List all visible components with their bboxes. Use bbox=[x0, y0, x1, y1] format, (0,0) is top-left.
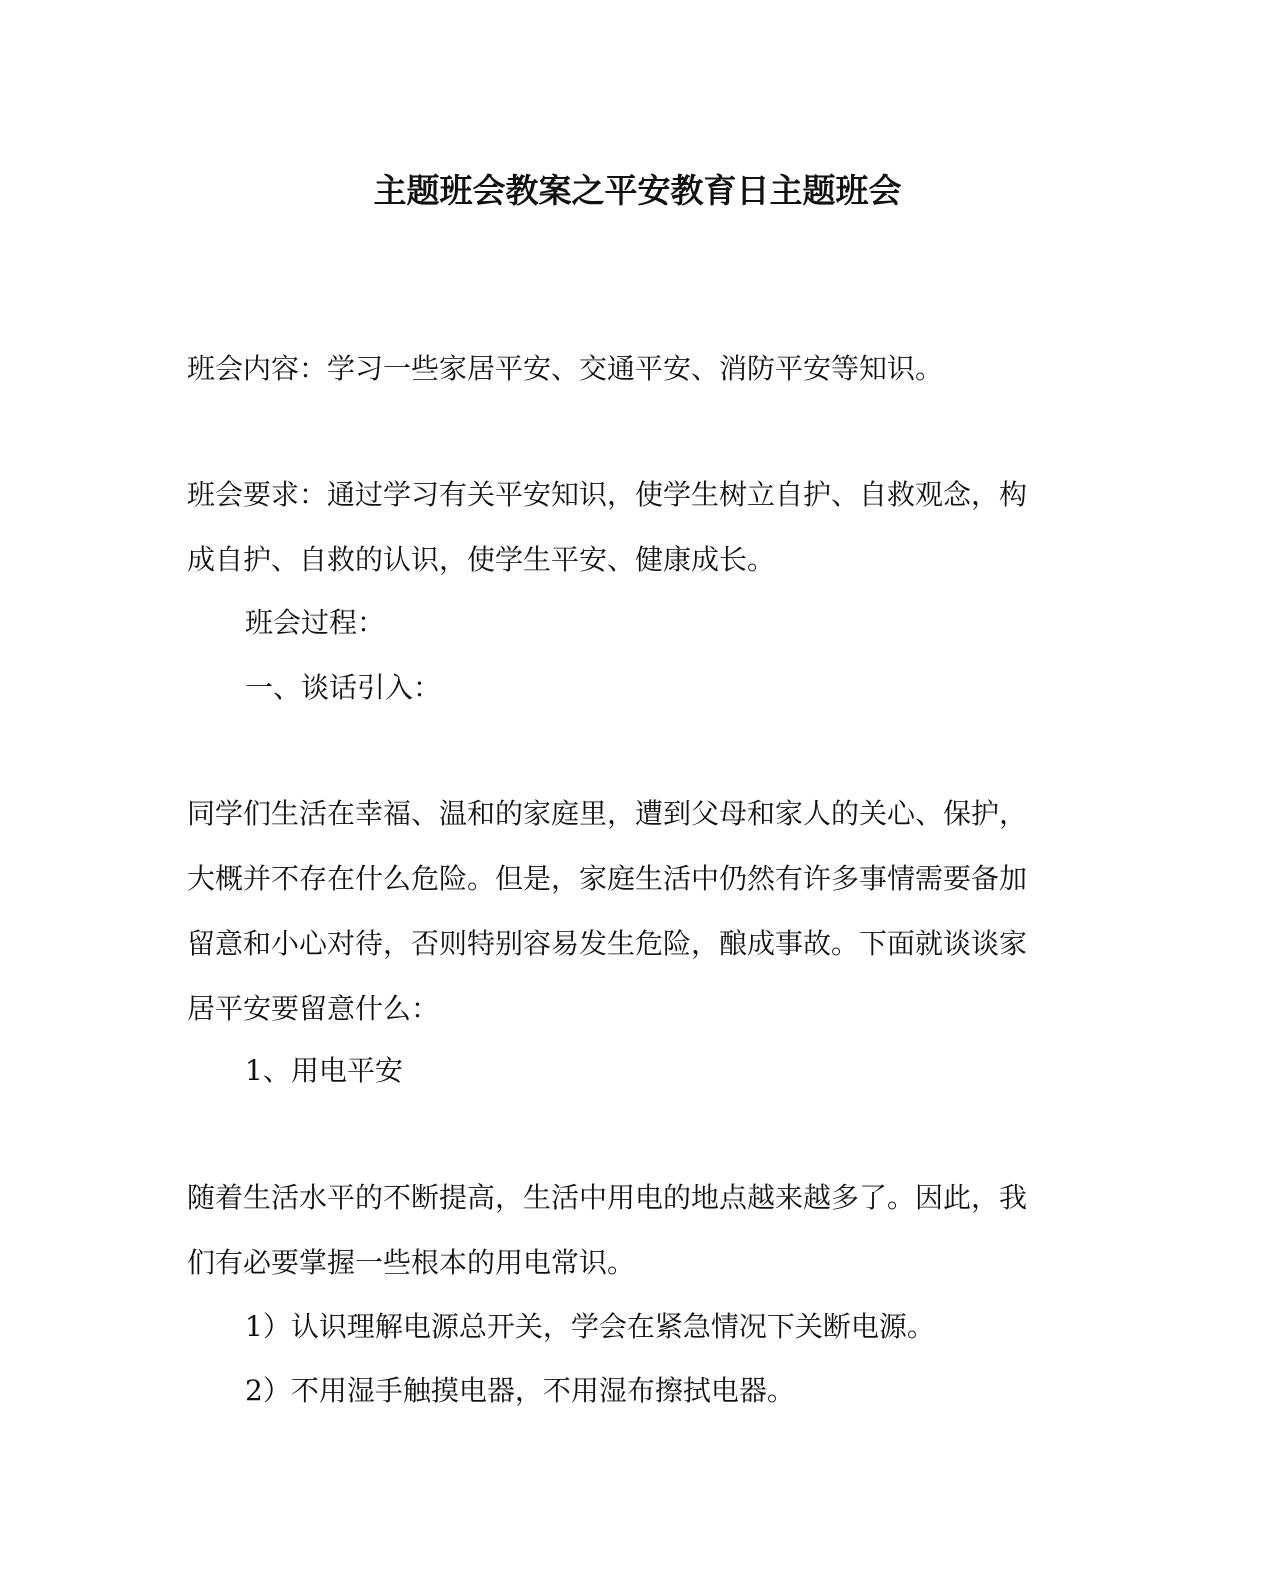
intro-line-2: 大概并不存在什么危险。但是，家庭生活中仍然有许多事情需要备加 bbox=[187, 862, 1028, 895]
intro-line-3: 留意和小心对待，否则特别容易发生危险，酿成事故。下面就谈谈家 bbox=[187, 927, 1028, 960]
rule-one-text: 1）认识理解电源总开关，学会在紧急情况下关断电源。 bbox=[245, 1310, 935, 1343]
requirement-line-2: 成自护、自救的认识，使学生平安、健康成长。 bbox=[187, 543, 776, 576]
electric-line-2: 们有必要掌握一些根本的用电常识。 bbox=[187, 1246, 636, 1279]
section-one-heading bbox=[245, 655, 1125, 720]
item-one-label: 1、用电平安 bbox=[245, 1054, 403, 1087]
item-one-heading bbox=[245, 1038, 1125, 1103]
document-title: 主题班会教案之平安教育日主题班会 bbox=[373, 171, 902, 210]
rule-two-text: 2）不用湿手触摸电器，不用湿布擦拭电器。 bbox=[245, 1374, 795, 1407]
intro-line-4: 居平安要留意什么： bbox=[187, 992, 440, 1025]
intro-line-1: 同学们生活在幸福、温和的家庭里，遭到父母和家人的关心、保护， bbox=[187, 797, 1028, 830]
electric-paragraph bbox=[187, 1165, 1067, 1295]
requirement-paragraph bbox=[187, 462, 1067, 592]
content-line: 班会内容：学习一些家居平安、交通平安、消防平安等知识。 bbox=[187, 352, 944, 385]
intro-paragraph bbox=[187, 781, 1067, 1041]
content-paragraph bbox=[187, 336, 1067, 401]
electric-line-1: 随着生活水平的不断提高，生活中用电的地点越来越多了。因此，我 bbox=[187, 1181, 1028, 1214]
rule-one bbox=[245, 1294, 1125, 1359]
process-heading bbox=[245, 590, 1125, 655]
process-label: 班会过程： bbox=[245, 606, 386, 639]
rule-two bbox=[245, 1358, 1125, 1423]
section-one-label: 一、谈话引入： bbox=[245, 671, 442, 704]
requirement-line-1: 班会要求：通过学习有关平安知识，使学生树立自护、自救观念，构 bbox=[187, 478, 1028, 511]
